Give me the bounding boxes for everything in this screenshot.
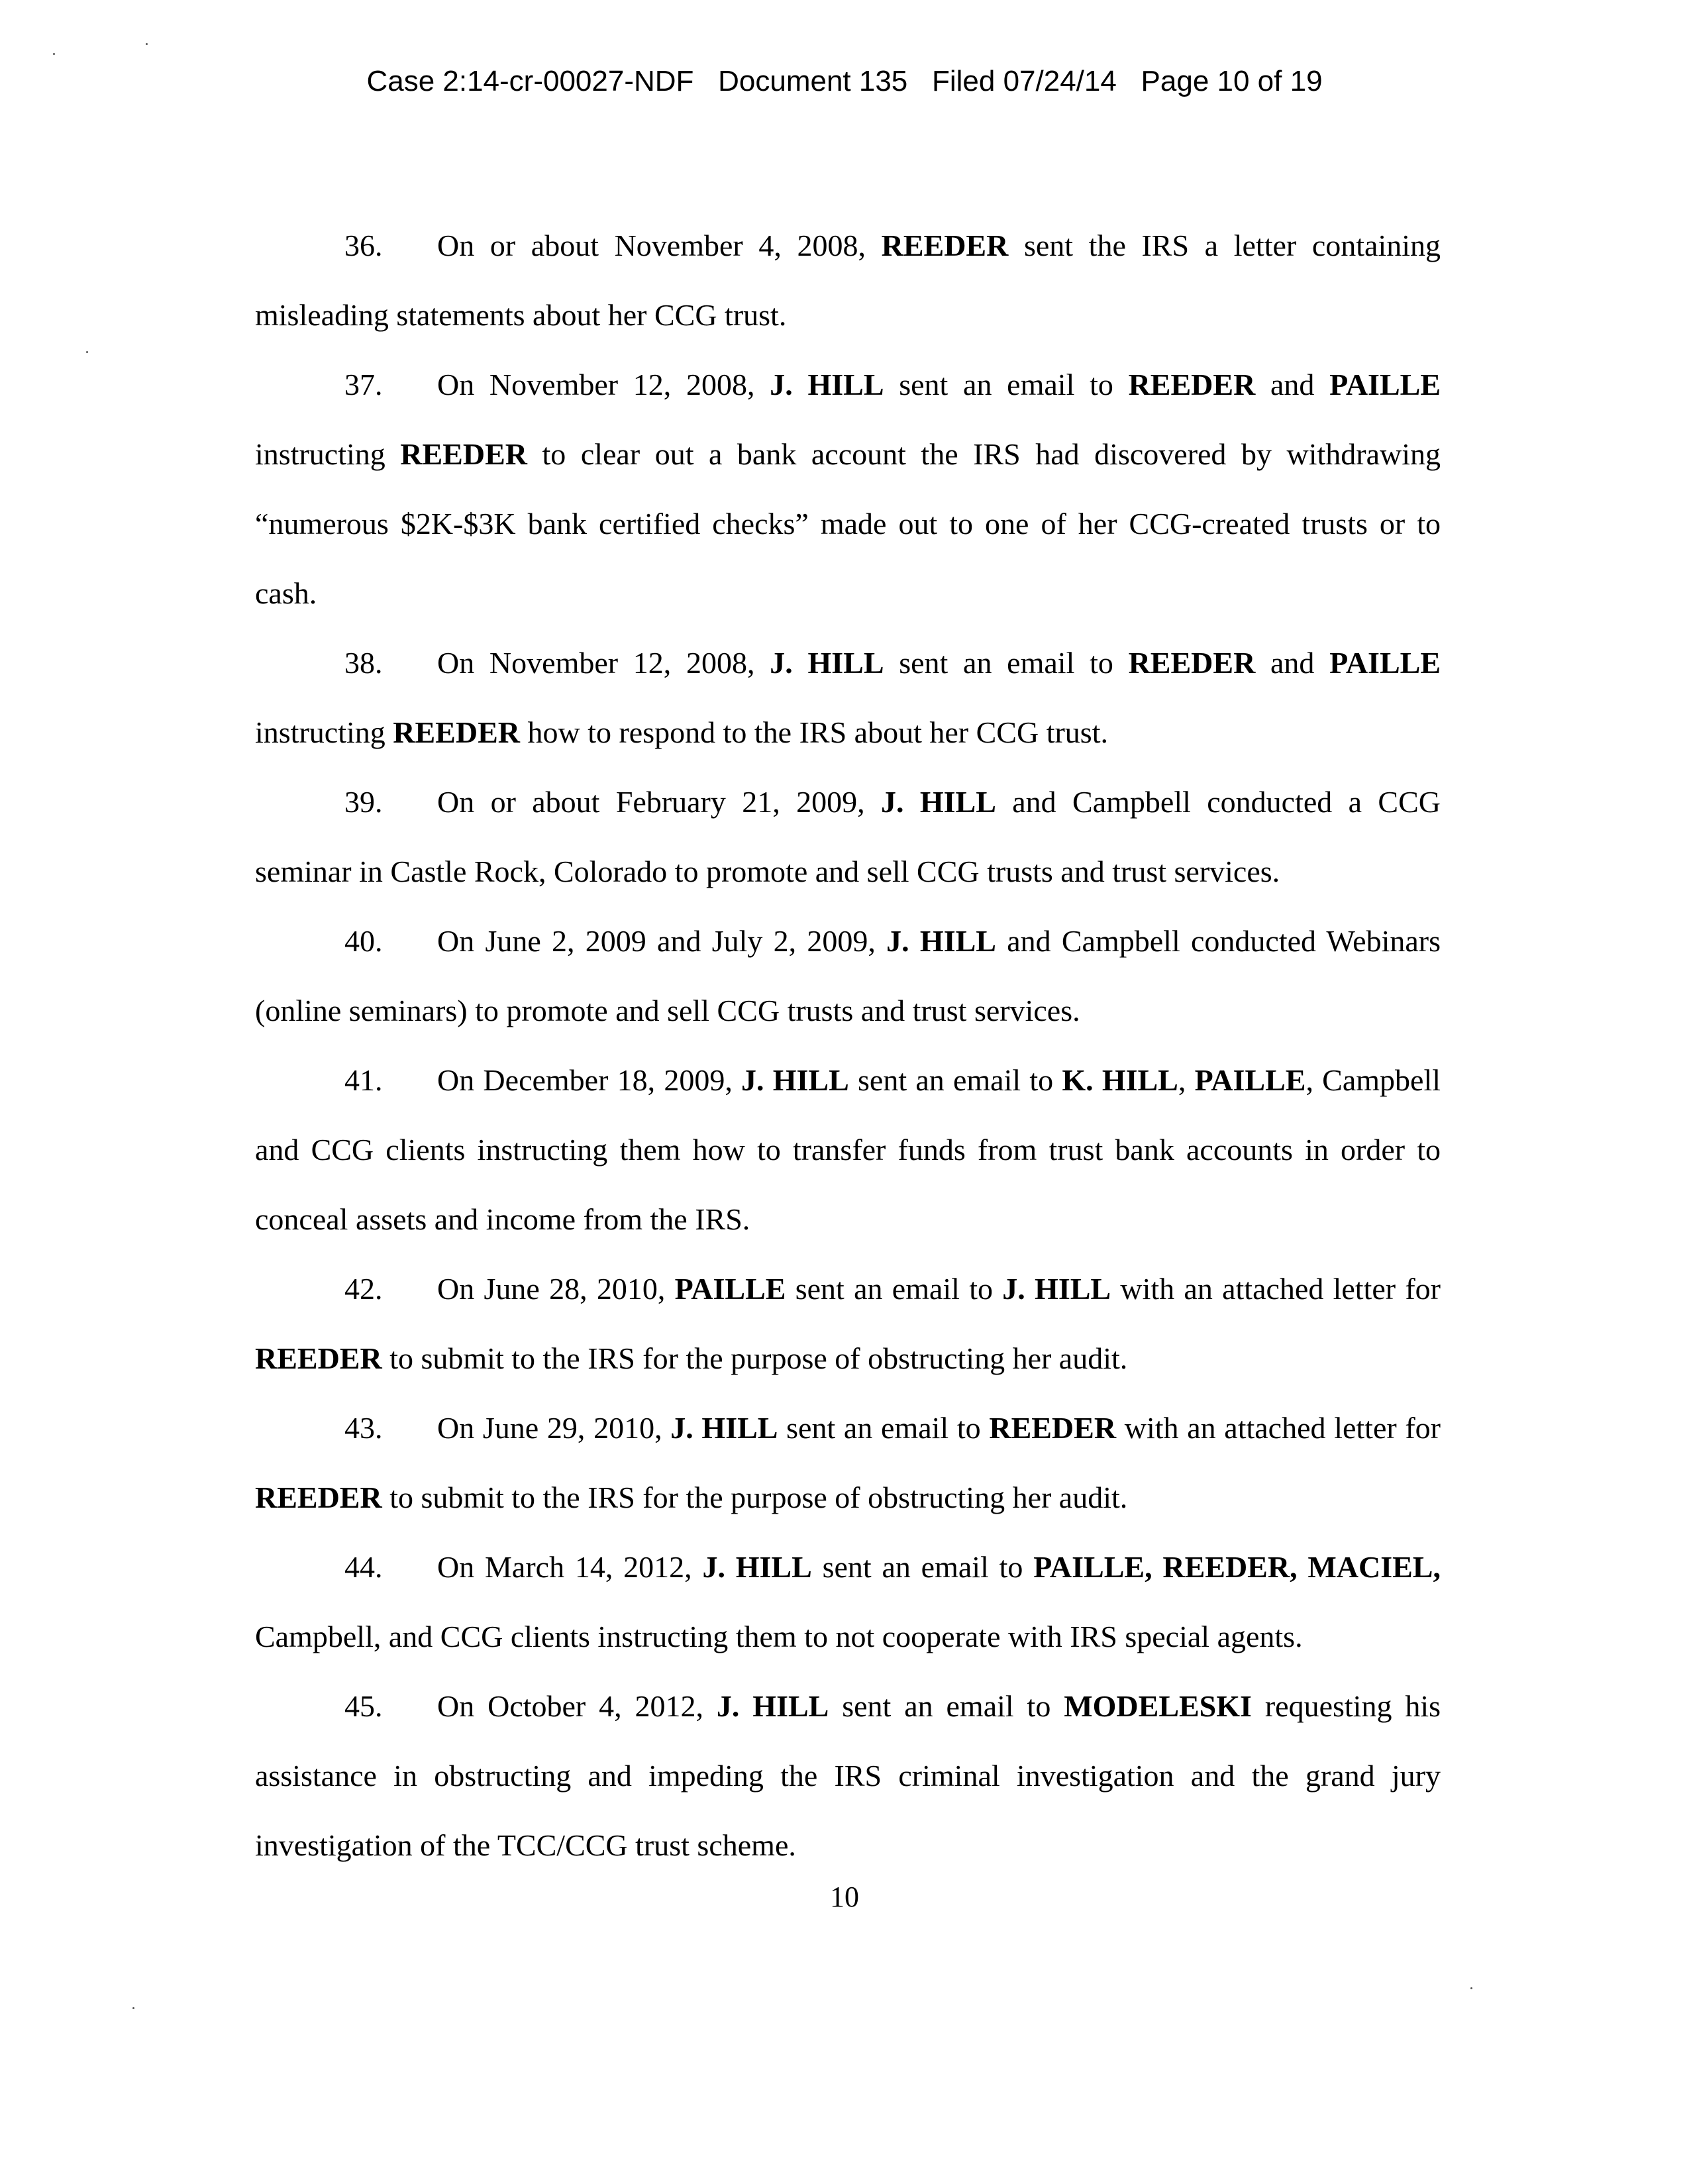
- defendant-name: J. HILL: [670, 1411, 778, 1445]
- paragraph-text: and Campbell conducted Webinars (online seminars) to promote and sell CCG trusts and trust services.: [255, 924, 1441, 1027]
- document-body: [255, 211, 1441, 1880]
- paragraph-number: 43.: [344, 1411, 383, 1445]
- paragraph-text: On or about November 4, 2008,: [437, 229, 882, 262]
- paragraph-text: and Campbell conducted a CCG seminar in Castle Rock, Colorado to promote and sell CCG trusts and trust services.: [255, 785, 1441, 888]
- paragraph-text: sent an email to: [884, 646, 1129, 680]
- page-number: 10: [830, 1881, 859, 1913]
- paragraph-text: to submit to the IRS for the purpose of obstructing her audit.: [382, 1341, 1128, 1375]
- paragraph-text: to clear out a bank account the IRS had discovered by withdrawing “numerous $2K-$3K bank certified checks” made out to one of her CCG-created trusts or to cash.: [255, 437, 1441, 610]
- paragraph-text: how to respond to the IRS about her CCG trust.: [519, 715, 1108, 749]
- defendant-name: REEDER: [400, 437, 527, 471]
- paragraph-text: sent an email to: [778, 1411, 990, 1445]
- defendant-name: J. HILL: [770, 368, 884, 401]
- paragraph-number: 37.: [344, 368, 383, 401]
- paragraph-text: sent an email to: [848, 1063, 1062, 1097]
- defendant-name: K. HILL: [1062, 1063, 1178, 1097]
- defendant-name: PAILLE: [1329, 368, 1441, 401]
- defendant-name: REEDER: [1128, 368, 1256, 401]
- scan-speck: [86, 351, 88, 353]
- paragraph-text: sent an email to: [786, 1272, 1003, 1306]
- defendant-name: J. HILL: [880, 785, 996, 819]
- paragraph: [255, 1045, 1441, 1254]
- paragraph: [255, 1671, 1441, 1880]
- paragraph-number: 40.: [344, 924, 383, 958]
- paragraph-text: On or about February 21, 2009,: [437, 785, 881, 819]
- defendant-name: REEDER: [255, 1481, 382, 1514]
- case-number: Case 2:14-cr-00027-NDF: [366, 65, 694, 97]
- paragraph-number: 38.: [344, 646, 383, 680]
- paragraph-text: On November 12, 2008,: [437, 368, 770, 401]
- paragraph: [255, 1532, 1441, 1671]
- defendant-name: PAILLE: [1329, 646, 1441, 680]
- filed-date: Filed 07/24/14: [931, 65, 1117, 97]
- paragraph-text: requesting his assistance in obstructing and impeding the IRS criminal investigation and the grand jury investigation of the TCC/CCG trust scheme.: [255, 1689, 1441, 1862]
- paragraph-text: On October 4, 2012,: [437, 1689, 717, 1723]
- scan-speck: [132, 2007, 134, 2009]
- defendant-name: REEDER: [989, 1411, 1117, 1445]
- defendant-name: REEDER: [393, 715, 520, 749]
- paragraph-text: sent an email to: [829, 1689, 1064, 1723]
- defendant-name: PAILLE: [674, 1272, 786, 1306]
- document-number: Document 135: [718, 65, 908, 97]
- defendant-name: J. HILL: [741, 1063, 849, 1097]
- defendant-name: MODELESKI: [1064, 1689, 1252, 1723]
- paragraph-text: On November 12, 2008,: [437, 646, 770, 680]
- paragraph-text: On June 2, 2009 and July 2, 2009,: [437, 924, 887, 958]
- scan-speck: [146, 43, 148, 45]
- case-header: [0, 65, 1689, 98]
- paragraph-text: ,: [1178, 1063, 1195, 1097]
- paragraph-number: 42.: [344, 1272, 383, 1306]
- paragraph: [255, 211, 1441, 350]
- paragraph-text: On June 28, 2010,: [437, 1272, 675, 1306]
- defendant-name: J. HILL: [886, 924, 996, 958]
- defendant-name: J. HILL: [716, 1689, 829, 1723]
- paragraph-text: sent an email to: [884, 368, 1129, 401]
- paragraph: [255, 350, 1441, 628]
- defendant-name: REEDER: [881, 229, 1009, 262]
- paragraph-text: to submit to the IRS for the purpose of obstructing her audit.: [382, 1481, 1128, 1514]
- page-indicator: Page 10 of 19: [1141, 65, 1323, 97]
- paragraph-text: instructing: [255, 715, 393, 749]
- paragraph: [255, 1393, 1441, 1532]
- paragraph-number: 45.: [344, 1689, 383, 1723]
- paragraph-text: On June 29, 2010,: [437, 1411, 671, 1445]
- paragraph: [255, 1254, 1441, 1393]
- paragraph-text: and: [1255, 368, 1330, 401]
- scan-speck: [53, 53, 55, 55]
- paragraph: [255, 628, 1441, 767]
- paragraph-number: 36.: [344, 229, 383, 262]
- defendant-name: REEDER: [1128, 646, 1256, 680]
- paragraph-text: On December 18, 2009,: [437, 1063, 742, 1097]
- defendant-name: PAILLE, REEDER, MACIEL,: [1033, 1550, 1441, 1584]
- defendant-name: PAILLE: [1194, 1063, 1306, 1097]
- paragraph-text: sent an email to: [811, 1550, 1034, 1584]
- paragraph-number: 44.: [344, 1550, 383, 1584]
- paragraph-text: sent the IRS a letter containing misleading statements about her CCG trust.: [255, 229, 1441, 332]
- paragraph-text: On March 14, 2012,: [437, 1550, 703, 1584]
- paragraph-number: 41.: [344, 1063, 383, 1097]
- paragraph-number: 39.: [344, 785, 383, 819]
- scan-speck: [1470, 1987, 1472, 1989]
- paragraph-text: Campbell, and CCG clients instructing them to not cooperate with IRS special agents.: [255, 1620, 1303, 1653]
- paragraph-text: instructing: [255, 437, 401, 471]
- paragraph-text: and: [1255, 646, 1330, 680]
- defendant-name: J. HILL: [702, 1550, 812, 1584]
- paragraph: [255, 906, 1441, 1045]
- defendant-name: J. HILL: [770, 646, 884, 680]
- paragraph-text: , Campbell and CCG clients instructing them how to transfer funds from trust bank accounts in order to conceal assets and income from the IRS.: [255, 1063, 1441, 1236]
- paragraph: [255, 767, 1441, 906]
- paragraph-text: with an attached letter for: [1116, 1411, 1441, 1445]
- defendant-name: REEDER: [255, 1341, 382, 1375]
- defendant-name: J. HILL: [1002, 1272, 1111, 1306]
- paragraph-text: with an attached letter for: [1111, 1272, 1441, 1306]
